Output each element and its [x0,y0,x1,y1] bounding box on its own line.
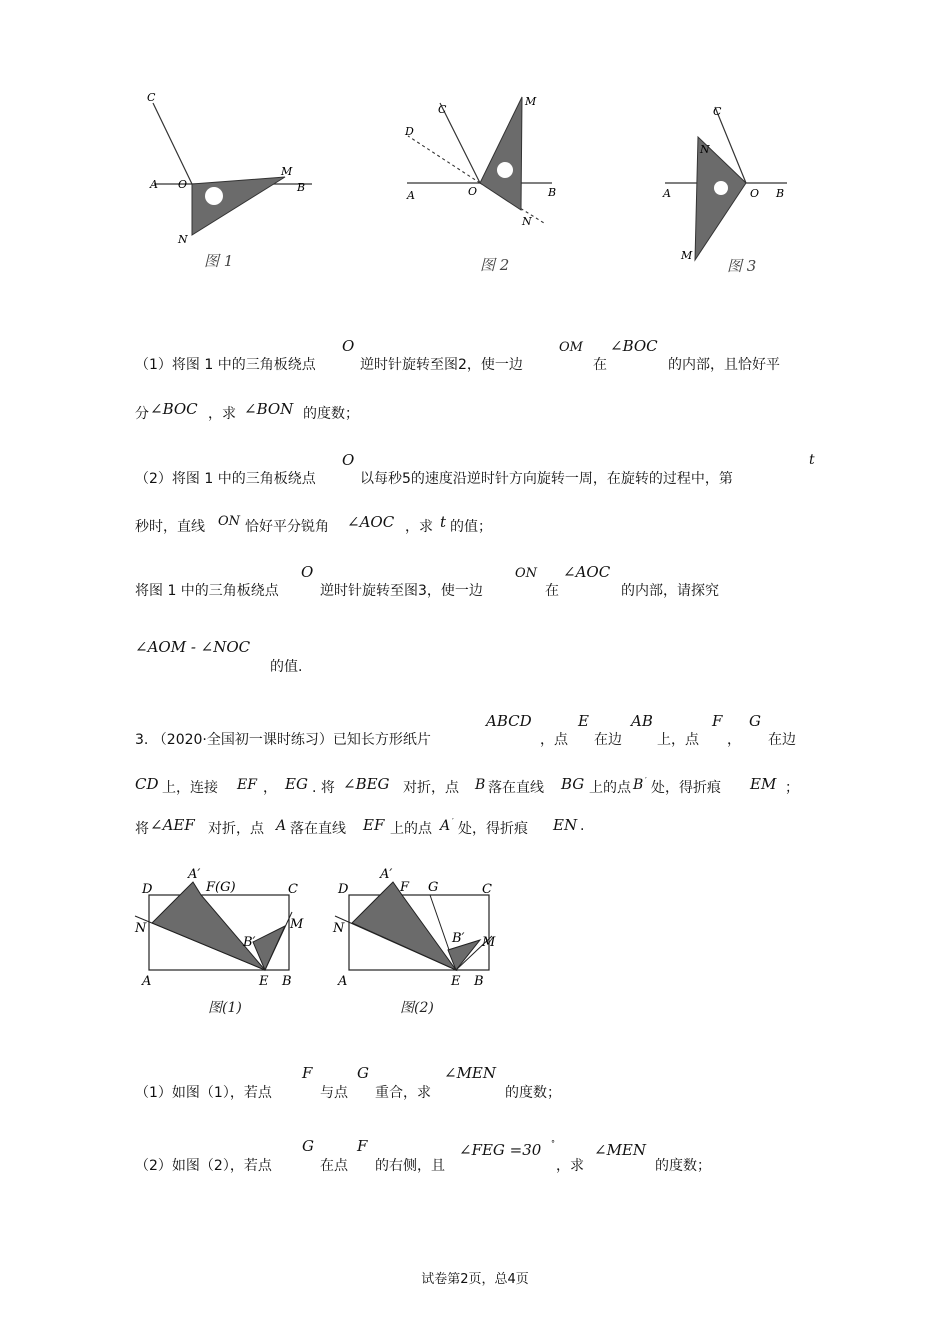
label-a: A [142,974,152,989]
label-e: E [259,974,269,989]
math-g: G [302,1137,314,1155]
label-c: C [713,105,722,118]
label-m: M [681,249,693,262]
label-n: N [522,215,532,228]
text: 上，点 [657,732,699,748]
math-a-prime: A [440,818,451,834]
figure-q3-2-svg [330,860,520,1025]
label-c: C [147,91,156,104]
text: 的内部，请探究 [621,583,719,599]
math-t: t [440,513,447,531]
label-fg: F(G) [206,880,236,895]
text: ， [263,780,277,796]
text: 在边 [594,732,622,748]
label-m: M [482,935,496,950]
text: 将 [135,821,149,837]
text: 恰好平分锐角 [245,519,329,535]
text: 重合，求 [375,1085,431,1101]
caption-fig1: 图 1 [204,252,234,270]
text: 将图 1 中的三角板绕点 [135,583,279,599]
text: 的度数； [303,406,359,422]
math-t: t [809,452,815,468]
label-d: D [338,882,349,897]
figure-3-top [655,85,805,285]
text: 的内部，且恰好平 [668,357,780,373]
text: ，求 [208,406,236,422]
math-b-prime: B [633,777,644,793]
text: ； [785,780,799,796]
figure-q3-1-svg [130,860,320,1025]
math-men: ∠MEN [444,1064,497,1082]
prime-mark: ′ [452,817,454,826]
label-c: C [438,103,447,116]
math-eg: EG [285,775,308,793]
text: 上的点 [589,780,631,796]
math-aoc: ∠AOC [563,563,611,581]
page-footer: 试卷第2页，总4页 [421,1272,529,1287]
text: 的度数； [505,1085,561,1101]
label-o: O [178,178,188,191]
figure-q3-2 [330,860,520,1025]
label-b: B [282,974,292,989]
triangle-board [192,177,285,235]
math-f: F [712,712,723,730]
text: 的右侧，且 [375,1158,445,1174]
label-c: C [482,882,492,897]
text: 的度数； [655,1158,711,1174]
math-expression: ∠AOM - ∠NOC [135,638,251,656]
text: 上，连接 [162,780,218,796]
label-b: B [776,187,785,200]
caption-fig2: 图 2 [480,256,510,274]
label-o: O [468,185,478,198]
triangle-board [480,97,522,210]
label-a: A [407,189,415,202]
label-b-prime: B′ [452,931,465,946]
label-m: M [281,165,293,178]
text: 对折，点 [403,780,459,796]
board-hole [205,187,223,205]
text: ，点 [540,732,568,748]
math-f: F [302,1064,313,1082]
label-e: E [451,974,461,989]
math-a: A [276,818,287,834]
math-ef: EF [237,777,257,793]
text: 处，得折痕 [458,821,528,837]
label-b-prime: B′ [243,935,256,950]
math-abcd: ABCD [486,712,532,730]
text: 的值. [270,659,303,675]
figure-3-svg [655,85,805,285]
math-ab: AB [631,712,653,730]
text: 处，得折痕 [651,780,721,796]
label-a-prime: A′ [188,867,201,882]
math-cd: CD [135,775,159,793]
figure-1-top [140,85,320,285]
math-bg: BG [561,775,585,793]
label-o: O [750,187,760,200]
label-n: N [178,233,188,246]
ray-oc [153,103,192,184]
text: 的值； [450,519,492,535]
math-om: OM [559,340,583,355]
math-en: EN [553,816,578,834]
label-a: A [338,974,348,989]
label-n: N [700,143,710,156]
label-d: D [405,125,414,138]
text: 逆时针旋转至图2，使一边 [360,357,523,373]
math-on: ON [218,514,241,529]
text: （2）如图（2），若点 [135,1158,272,1174]
math-boc: ∠BOC [150,400,198,418]
text: . [580,818,585,834]
text: ，求 [556,1158,584,1174]
label-b: B [548,186,557,199]
math-f: F [357,1137,368,1155]
prime-mark: ′ [645,776,647,785]
math-aef: ∠AEF [150,816,195,834]
label-m: M [525,95,537,108]
math-boc: ∠BOC [610,337,658,355]
math-bon: ∠BON [244,400,294,418]
text: . 将 [312,780,335,796]
text: 在 [593,357,607,373]
text: 落在直线 [290,821,346,837]
math-feg: ∠FEG =30 [459,1141,542,1159]
caption-fig-q3-2: 图(2) [400,1000,434,1016]
math-beg: ∠BEG [343,775,390,793]
label-a: A [663,187,671,200]
text: 与点 [320,1085,348,1101]
board-hole [497,162,513,178]
text: ， [727,732,741,748]
text: 在点 [320,1158,348,1174]
text: 逆时针旋转至图3，使一边 [320,583,483,599]
label-g: G [428,880,439,895]
math-g: G [749,712,761,730]
math-men: ∠MEN [594,1141,647,1159]
degree-mark: ° [551,1139,555,1148]
label-f: F [400,880,410,895]
text: （1）将图 1 中的三角板绕点 [135,357,316,373]
math-aoc: ∠AOC [347,513,395,531]
text: 在 [545,583,559,599]
figure-2-svg [400,85,580,285]
text: 3. （2020·全国初一课时练习）已知长方形纸片 [135,732,431,748]
math-b: B [475,777,486,793]
figure-1-svg [140,85,320,285]
math-o: O [301,563,314,581]
label-b: B [297,181,306,194]
figure-2-top [400,85,580,285]
text: 落在直线 [488,780,544,796]
math-ef: EF [363,816,385,834]
label-m: M [290,917,304,932]
caption-fig-q3-1: 图(1) [208,1000,242,1016]
label-c: C [288,882,298,897]
math-on: ON [515,566,538,581]
label-a-prime: A′ [380,867,393,882]
text: 分 [135,406,149,422]
text: 秒时，直线 [135,519,205,535]
ray-od [408,136,480,183]
text: （2）将图 1 中的三角板绕点 [135,471,316,487]
math-em: EM [750,775,777,793]
board-hole [714,181,728,195]
label-a: A [150,178,158,191]
math-o: O [342,337,355,355]
text: （1）如图（1），若点 [135,1085,272,1101]
text: ，求 [405,519,433,535]
label-n: N [135,921,147,936]
text: 在边 [768,732,796,748]
text: 上的点 [390,821,432,837]
label-b: B [474,974,484,989]
math-o: O [342,451,355,469]
label-n: N [333,921,345,936]
figure-q3-1 [130,860,320,1025]
label-d: D [142,882,153,897]
math-g: G [357,1064,369,1082]
caption-fig3: 图 3 [727,257,757,275]
text: 以每秒5的速度沿逆时针方向旋转一周，在旋转的过程中，第 [360,471,733,487]
text: 对折，点 [208,821,264,837]
math-e: E [578,712,589,730]
